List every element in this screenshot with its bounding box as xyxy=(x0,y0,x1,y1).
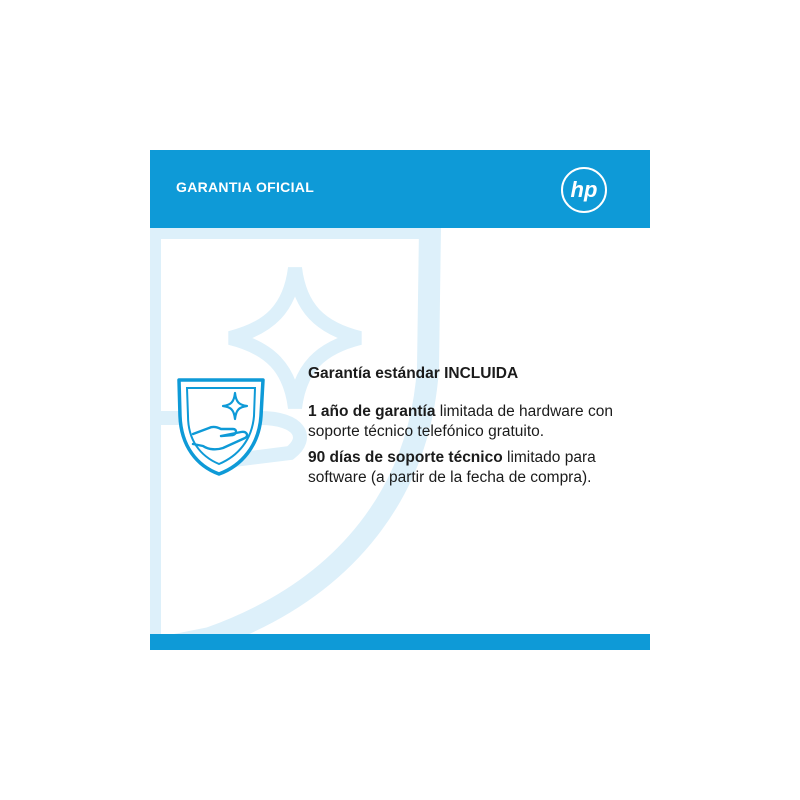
footer-bar xyxy=(150,634,650,650)
hp-logo-icon xyxy=(560,166,608,214)
hp-logo-text: hp xyxy=(570,177,598,202)
warranty-heading: Garantía estándar INCLUIDA xyxy=(308,365,519,382)
software-support-rest: limitado para software (a partir de la fecha de compra). xyxy=(308,449,596,486)
warranty-content xyxy=(308,364,628,494)
warranty-card xyxy=(150,150,650,650)
hardware-warranty-text xyxy=(308,402,628,442)
software-support-text xyxy=(308,448,628,488)
page-title: GARANTIA OFICIAL xyxy=(176,179,315,195)
header-bar xyxy=(150,150,650,228)
hardware-warranty-rest: limitada de hardware con soporte técnico telefónico gratuito. xyxy=(308,403,613,440)
shield-hand-sparkle-icon xyxy=(175,376,267,478)
software-support-bold: 90 días de soporte técnico xyxy=(308,449,503,466)
hardware-warranty-bold: 1 año de garantía xyxy=(308,403,436,420)
